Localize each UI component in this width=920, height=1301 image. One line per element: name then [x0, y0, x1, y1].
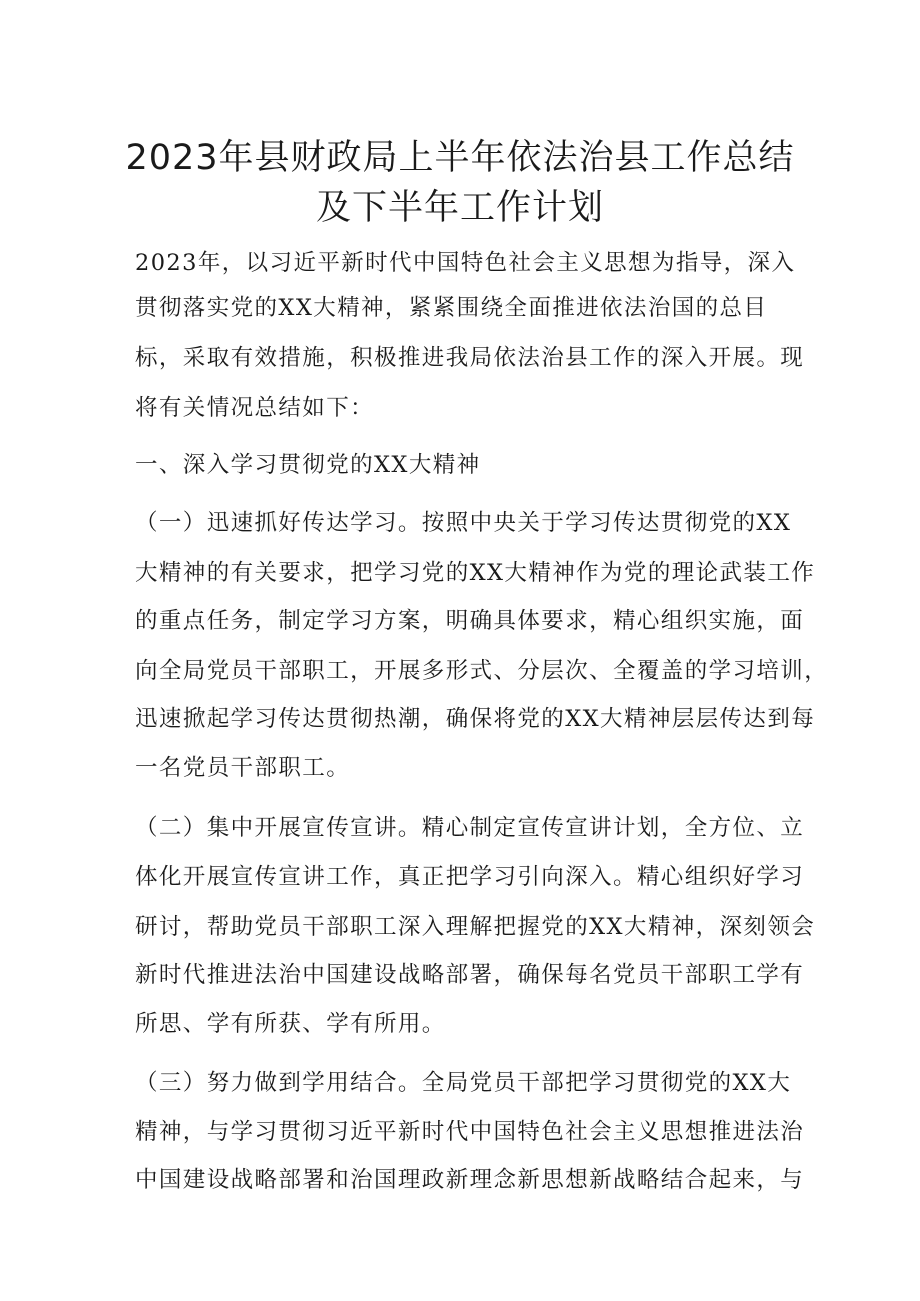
body-line: 所思、学有所获、学有所用。 [135, 1011, 446, 1037]
body-line: 将有关情况总结如下： [135, 395, 375, 421]
body-line: （二）集中开展宣传宣讲。精心制定宣传宣讲计划，全方位、立 [135, 815, 805, 841]
body-line: 2023年，以习近平新时代中国特色社会主义思想为指导，深入 [135, 250, 796, 276]
body-line: 向全局党员干部职工，开展多形式、分层次、全覆盖的学习培训， [135, 658, 829, 684]
body-line: 的重点任务，制定学习方案，明确具体要求，精心组织实施，面 [135, 608, 805, 634]
body-line: 一名党员干部职工。 [135, 755, 351, 781]
body-line: （三）努力做到学用结合。全局党员干部把学习贯彻党的XX大 [135, 1070, 792, 1096]
body-line: 迅速掀起学习传达贯彻热潮，确保将党的XX大精神层层传达到每 [135, 706, 816, 732]
body-line: 大精神的有关要求，把学习党的XX大精神作为党的理论武装工作 [135, 560, 816, 586]
body-line: （一）迅速抓好传达学习。按照中央关于学习传达贯彻党的XX [135, 510, 792, 536]
section-heading: 一、深入学习贯彻党的XX大精神 [135, 452, 481, 478]
body-line: 体化开展宣传宣讲工作，真正把学习引向深入。精心组织好学习 [135, 864, 805, 890]
body-line: 中国建设战略部署和治国理政新理念新思想新战略结合起来，与 [135, 1167, 805, 1193]
body-line: 标，采取有效措施，积极推进我局依法治县工作的深入开展。现 [135, 345, 805, 371]
body-line: 贯彻落实党的XX大精神，紧紧围绕全面推进依法治国的总目 [135, 295, 768, 321]
body-line: 精神，与学习贯彻习近平新时代中国特色社会主义思想推进法治 [135, 1119, 805, 1145]
body-line: 研讨，帮助党员干部职工深入理解把握党的XX大精神，深刻领会 [135, 914, 816, 940]
document-title-line-1: 2023年县财政局上半年依法治县工作总结 [125, 138, 795, 178]
body-line: 新时代推进法治中国建设战略部署，确保每名党员干部职工学有 [135, 962, 805, 988]
document-title-line-2: 及下半年工作计划 [315, 188, 604, 228]
